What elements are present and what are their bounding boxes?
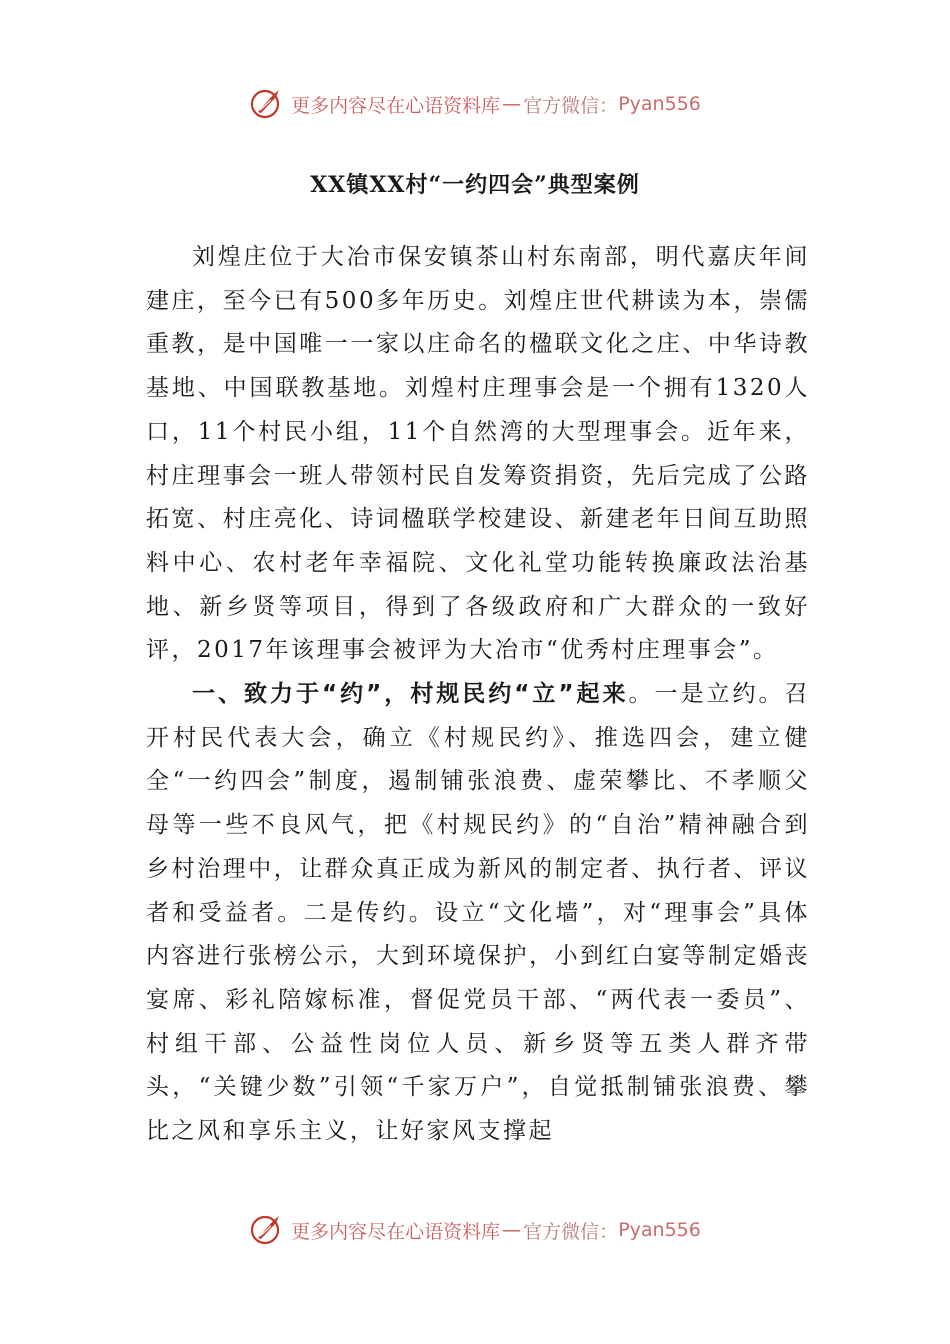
paragraph-text: 。一是立约。召开村民代表大会，确立《村规民约》、推选四会，建立健全“一约四会”制度，遏制铺张浪费、虚荣攀比、不孝顺父母等一些不良风气，把《村规民约》的“自治”精神融合到乡村治理中，让群众真正成为新风的制定者、执行者、评议者和受益者。二是传约。设立“文化墙”，对“理事会”具体内容进行张榜公示，大到环境保护，小到红白宴等制定婚丧宴席、彩礼陪嫁标准，督促党员干部、“两代表一委员”、村组干部、公益性岗位人员、新乡贤等五类人群齐带头，“关键少数”引领“千家万户”，自觉抵制铺张浪费、攀比之风和享乐主义，让好家风支撑起 [146,681,811,1145]
watermark-label: 官方微信： [523,1220,619,1243]
watermark-separator: — [502,1219,522,1241]
paragraph-text: 刘煌庄位于大冶市保安镇茶山村东南部，明代嘉庆年间建庄，至今已有500多年历史。刘煌庄世代耕读为本，崇儒重教，是中国唯一一家以庄命名的楹联文化之庄、中华诗教基地、中国联教基地。刘煌村庄理事会是一个拥有1320人口，11个村民小组，11个自然湾的大型理事会。近年来，村庄理事会一班人带领村民自发筹资捐资，先后完成了公路拓宽、村庄亮化、诗词楹联学校建设、新建老年日间互助照料中心、农村老年幸福院、文化礼堂功能转换廉政法治基地、新乡贤等项目，得到了各级政府和广大群众的一致好评，2017年该理事会被评为大冶市“优秀村庄理事会”。 [146,244,810,664]
watermark-header [0,84,950,124]
watermark-wechat-id: Pyan556 [618,93,701,115]
document-body [146,236,810,1154]
watermark-label: 官方微信： [523,94,619,117]
watermark-brand: 更多内容尽在心语资料库 [291,1220,501,1243]
document-title: XX镇XX村“一约四会”典型案例 [310,172,640,198]
watermark-footer [0,1210,950,1250]
quill-logo-icon [249,86,285,122]
paragraph-intro [146,236,810,673]
watermark-wechat-id: Pyan556 [618,1219,701,1241]
paragraph-section-1 [146,673,810,1154]
section-heading: 一、致力于“约”，村规民约“立”起来 [192,681,629,708]
quill-logo-icon [249,1212,285,1248]
watermark-separator: — [502,93,522,115]
watermark-brand: 更多内容尽在心语资料库 [291,94,501,117]
